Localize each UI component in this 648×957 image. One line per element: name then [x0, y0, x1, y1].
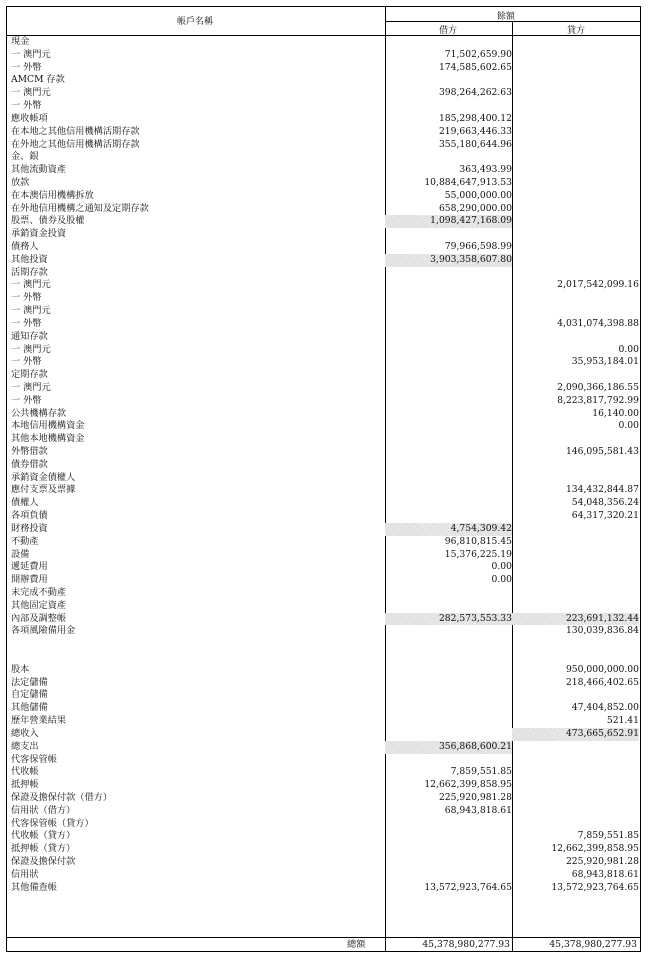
- table-row: [7, 830, 640, 843]
- table-row: [7, 484, 640, 497]
- account-name: 一 外幣: [11, 100, 42, 112]
- account-name: 其他儲備: [11, 702, 48, 714]
- table-row: [7, 523, 640, 536]
- debit-amount: 398,264,262.63: [438, 87, 512, 99]
- credit-amount: 225,920,981.28: [565, 856, 639, 867]
- credit-amount: 16,140.00: [592, 407, 639, 419]
- account-name: 抵押帳（貸方）: [11, 843, 76, 855]
- debit-amount: 356,868,600.21: [385, 741, 512, 754]
- table-row: [7, 190, 640, 203]
- account-name: 不動產: [11, 535, 39, 547]
- table-row: [7, 446, 640, 459]
- table-row: [7, 100, 640, 113]
- account-name: 定期存款: [11, 369, 48, 381]
- table-row: [7, 215, 640, 228]
- account-name: 在外地之其他信用機構活期存款: [11, 138, 140, 150]
- table-row: [7, 356, 640, 369]
- account-name: 在外地信用機構之通知及定期存款: [11, 202, 149, 214]
- credit-amount: 473,665,652.91: [512, 728, 639, 741]
- account-name: 一 外幣: [11, 292, 42, 304]
- account-name: 總支出: [11, 740, 39, 752]
- table-row: [7, 62, 640, 75]
- credit-amount: 54,048,356.24: [571, 497, 639, 509]
- account-name: 一 澳門元: [11, 279, 51, 291]
- account-name: 在本地之其他信用機構活期存款: [11, 125, 140, 137]
- table-row: [7, 126, 640, 139]
- table-row: [7, 818, 640, 831]
- account-name: 股票、債券及股權: [11, 215, 85, 227]
- debit-amount: 7,859,551.85: [450, 766, 512, 778]
- debit-amount: 219,663,446.33: [438, 125, 512, 137]
- account-name: 歷年營業結果: [11, 715, 67, 727]
- table-row: [7, 459, 640, 472]
- account-name: 放款: [11, 176, 30, 188]
- account-name: 應收帳項: [11, 112, 48, 124]
- credit-amount: 12,662,399,858.95: [551, 843, 639, 855]
- account-name: 其他備查帳: [11, 881, 57, 893]
- account-name: 其他投資: [11, 253, 48, 265]
- account-name: 一 澳門元: [11, 381, 51, 393]
- account-name: 開辦費用: [11, 574, 48, 586]
- total-credit: 45,378,980,277.93: [549, 939, 637, 950]
- debit-amount: 10,884,647,913.53: [424, 176, 512, 188]
- credit-amount: 68,943,818.61: [571, 868, 639, 880]
- table-row: [7, 728, 640, 741]
- table-row: [7, 702, 640, 715]
- table-row: [7, 433, 640, 446]
- total-row: [7, 937, 640, 952]
- table-row: [7, 139, 640, 152]
- debit-amount: 174,585,602.65: [438, 61, 512, 73]
- debit-amount: 4,754,309.42: [385, 523, 512, 536]
- table-row: [7, 856, 640, 869]
- credit-amount: 134,432,844.87: [565, 484, 639, 496]
- debit-amount: 282,573,553.33: [385, 613, 512, 626]
- account-name: AMCM 存款: [11, 74, 65, 86]
- account-name: 一 外幣: [11, 61, 42, 73]
- total-debit: 45,378,980,277.93: [422, 939, 510, 950]
- table-row: [7, 677, 640, 690]
- account-name: 抵押帳: [11, 779, 39, 791]
- account-rows: [7, 36, 640, 894]
- debit-amount: 13,572,923,764.65: [424, 881, 512, 893]
- account-name: 保證及擔保付款: [11, 856, 76, 867]
- table-row: [7, 549, 640, 562]
- header-account-name: 帳戶名稱: [177, 17, 214, 27]
- debit-amount: 0.00: [491, 574, 512, 586]
- debit-amount: 79,966,598.99: [444, 241, 512, 252]
- table-row: [7, 164, 640, 177]
- account-name: 金、銀: [11, 151, 39, 163]
- header-balance: 餘額: [497, 12, 516, 22]
- credit-amount: 13,572,923,764.65: [551, 881, 639, 893]
- account-name: 其他固定資產: [11, 599, 67, 611]
- table-row: [7, 600, 640, 613]
- account-name: 總收入: [11, 727, 39, 739]
- table-row: [7, 792, 640, 805]
- table-row: [7, 587, 640, 600]
- table-row: [7, 49, 640, 62]
- table-row: [7, 369, 640, 382]
- account-name: 其他本地機構資金: [11, 433, 85, 445]
- table-row: [7, 779, 640, 792]
- account-name: 各項風險備用金: [11, 625, 76, 637]
- account-name: 應付支票及票據: [11, 484, 76, 496]
- credit-amount: 0.00: [618, 343, 639, 355]
- debit-amount: 96,810,815.45: [444, 535, 512, 547]
- table-row: [7, 664, 640, 677]
- account-name: 一 外幣: [11, 394, 42, 406]
- table-row: [7, 177, 640, 190]
- table-row: [7, 420, 640, 433]
- table-row: [7, 497, 640, 510]
- credit-amount: 7,859,551.85: [577, 830, 639, 842]
- account-name: 債券借款: [11, 458, 48, 470]
- credit-amount: 4,031,074,398.88: [557, 317, 639, 329]
- table-row: [7, 113, 640, 126]
- table-row: [7, 408, 640, 421]
- debit-amount: 3,903,358,607.80: [385, 254, 512, 267]
- account-name: 活期存款: [11, 266, 48, 278]
- table-row: [7, 395, 640, 408]
- debit-amount: 185,298,400.12: [438, 112, 512, 124]
- account-name: 遞延費用: [11, 561, 48, 573]
- account-name: 外幣借款: [11, 446, 48, 457]
- credit-amount: 223,691,132.44: [512, 613, 639, 626]
- account-name: 股本: [11, 663, 30, 675]
- table-row: [7, 651, 640, 664]
- account-name: 承銷資金投資: [11, 228, 67, 240]
- table-row: [7, 882, 640, 895]
- table-row: [7, 74, 640, 87]
- account-name: 一 澳門元: [11, 305, 51, 317]
- table-row: [7, 279, 640, 292]
- table-row: [7, 843, 640, 856]
- credit-amount: 146,095,581.43: [565, 446, 639, 457]
- credit-amount: 130,039,836.84: [565, 625, 639, 637]
- account-name: 一 澳門元: [11, 87, 51, 99]
- credit-amount: 950,000,000.00: [565, 663, 639, 675]
- table-row: [7, 203, 640, 216]
- table-row: [7, 344, 640, 357]
- debit-amount: 658,290,000.00: [438, 202, 512, 214]
- table-row: [7, 305, 640, 318]
- account-name: 自定儲備: [11, 689, 48, 701]
- table-row: [7, 766, 640, 779]
- credit-amount: 8,223,817,792.99: [557, 394, 639, 406]
- account-name: 內部及調整帳: [11, 612, 67, 624]
- account-name: 現金: [11, 36, 30, 47]
- account-name: 信用狀: [11, 868, 39, 880]
- account-name: 各項負債: [11, 510, 48, 522]
- table-row: [7, 292, 640, 305]
- table-row: [7, 715, 640, 728]
- table-row: [7, 267, 640, 280]
- table-row: [7, 561, 640, 574]
- account-name: 代客保管帳（貸方）: [11, 817, 94, 829]
- table-row: [7, 36, 640, 49]
- table-row: [7, 574, 640, 587]
- account-name: 一 外幣: [11, 356, 42, 368]
- debit-amount: 1,098,427,168.09: [385, 215, 512, 228]
- account-name: 一 澳門元: [11, 48, 51, 60]
- table-row: [7, 638, 640, 651]
- table-row: [7, 741, 640, 754]
- account-name: 設備: [11, 548, 30, 560]
- debit-amount: 12,662,399,858.95: [424, 779, 512, 791]
- table-row: [7, 331, 640, 344]
- debit-amount: 363,493.99: [459, 164, 512, 176]
- account-name: 信用狀（借方）: [11, 804, 76, 816]
- table-row: [7, 241, 640, 254]
- account-name: 未完成不動產: [11, 586, 67, 598]
- table-row: [7, 536, 640, 549]
- debit-amount: 355,180,644.96: [438, 138, 512, 150]
- account-name: 代收帳（貸方）: [11, 830, 76, 842]
- table-row: [7, 87, 640, 100]
- table-row: [7, 613, 640, 626]
- credit-amount: 64,317,320.21: [571, 510, 639, 522]
- table-row: [7, 625, 640, 638]
- table-row: [7, 228, 640, 241]
- account-name: 財務投資: [11, 522, 48, 534]
- account-name: 承銷資金債權人: [11, 471, 76, 483]
- account-name: 在本澳信用機構拆放: [11, 189, 94, 201]
- table-row: [7, 254, 640, 267]
- credit-amount: 218,466,402.65: [565, 676, 639, 688]
- credit-amount: 2,017,542,099.16: [557, 279, 639, 291]
- debit-amount: 71,502,659.90: [444, 48, 512, 60]
- table-row: [7, 869, 640, 882]
- account-name: 保證及擔保付款（借方）: [11, 791, 113, 803]
- account-name: 債務人: [11, 241, 39, 252]
- debit-amount: 225,920,981.28: [438, 791, 512, 803]
- credit-amount: 521.41: [606, 715, 639, 727]
- table-row: [7, 382, 640, 395]
- total-label: 總額: [347, 939, 366, 950]
- account-name: 通知存款: [11, 330, 48, 342]
- table-row: [7, 754, 640, 767]
- account-name: 公共機構存款: [11, 407, 67, 419]
- credit-amount: 2,090,366,186.55: [557, 381, 639, 393]
- table-row: [7, 318, 640, 331]
- table-row: [7, 151, 640, 164]
- account-name: 代收帳: [11, 766, 39, 778]
- account-name: 本地信用機構資金: [11, 420, 85, 432]
- credit-amount: 35,953,184.01: [571, 356, 639, 368]
- balance-sheet-table: [6, 6, 641, 952]
- account-name: 其他流動資產: [11, 164, 67, 176]
- account-name: 一 外幣: [11, 317, 42, 329]
- table-row: [7, 805, 640, 818]
- account-name: 代客保管帳: [11, 753, 57, 765]
- header-credit: 貸方: [567, 26, 586, 36]
- account-name: 法定儲備: [11, 676, 48, 688]
- credit-amount: 0.00: [618, 420, 639, 432]
- account-name: 債權人: [11, 497, 39, 509]
- credit-amount: 47,404,852.00: [571, 702, 639, 714]
- debit-amount: 15,376,225.19: [444, 548, 512, 560]
- debit-amount: 68,943,818.61: [444, 804, 512, 816]
- debit-amount: 0.00: [491, 561, 512, 573]
- table-row: [7, 472, 640, 485]
- header-debit: 借方: [439, 26, 458, 36]
- debit-amount: 55,000,000.00: [444, 189, 512, 201]
- table-row: [7, 689, 640, 702]
- table-row: [7, 510, 640, 523]
- account-name: 一 澳門元: [11, 343, 51, 355]
